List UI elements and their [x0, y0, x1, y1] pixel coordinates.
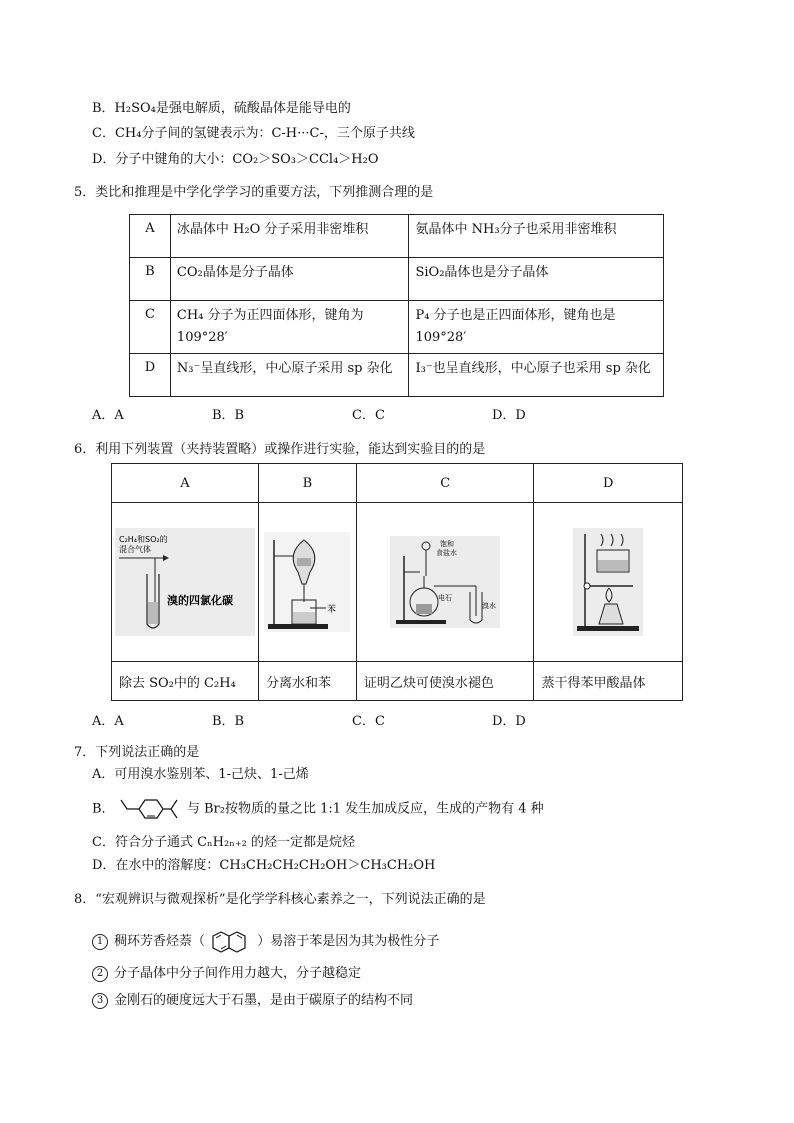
- q5-choices: [92, 407, 612, 425]
- q5-row-label: B: [130, 258, 171, 301]
- q6-caption-c: 证明乙炔可使溴水褪色: [356, 662, 534, 701]
- q6-image-a: [112, 503, 259, 662]
- q4-option-b: B．H₂SO₄是强电解质，硫酸晶体是能导电的: [92, 101, 351, 116]
- q5-row-a: [130, 215, 664, 258]
- q6-stem: 6．利用下列装置（夹持装置略）或操作进行实验，能达到实验目的的是: [74, 442, 486, 457]
- q5-row-b: [130, 258, 664, 301]
- q6-table: [111, 463, 683, 701]
- item-number-3: 3: [92, 993, 108, 1009]
- q7-option-c: C．符合分子通式 CₙH₂ₙ₊₂ 的烃一定都是烷烃: [92, 835, 356, 850]
- q6-caption-a: 除去 SO₂中的 C₂H₄: [112, 662, 259, 701]
- liquid-label: 溴的四氯化碳: [166, 594, 233, 607]
- calcium-carbide-label: 电石: [438, 594, 453, 602]
- q8-item-3-text: 金刚石的硬度远大于石墨，是由于碳原子的结构不同: [114, 993, 414, 1008]
- q5-row-right: P₄ 分子也是正四面体形，键角也是 109°28′: [409, 301, 664, 354]
- q5-row-label: C: [130, 301, 171, 354]
- q5-row-d: [130, 354, 664, 397]
- q7-option-b-text: 与 Br₂按物质的量之比 1:1 发生加成反应，生成的产物有 4 种: [186, 801, 544, 817]
- q5-row-right: I₃⁻也呈直线形，中心原子也采用 sp 杂化: [409, 354, 664, 397]
- q6-choice-a[interactable]: A．A: [92, 714, 124, 729]
- evaporation-apparatus-image: [573, 528, 643, 636]
- q6-image-d: [534, 503, 683, 662]
- q7-stem: 7．下列说法正确的是: [74, 745, 200, 760]
- q6-header-a: A: [112, 464, 259, 503]
- q5-row-label: D: [130, 354, 171, 397]
- q6-image-c: [356, 503, 534, 662]
- acetylene-apparatus-image: [390, 536, 500, 628]
- svg-text:饱和: 饱和: [440, 540, 455, 548]
- bromine-water-label: 溴水: [482, 602, 497, 610]
- q5-row-left: CH₄ 分子为正四面体形，键角为 109°28′: [170, 301, 409, 354]
- q5-choice-c[interactable]: C．C: [352, 408, 385, 423]
- gas-label: C₂H₄和SO₂的: [118, 535, 168, 544]
- q5-choice-a[interactable]: A．A: [92, 408, 124, 423]
- item-number-1: 1: [92, 934, 108, 950]
- q4-option-d: D．分子中键角的大小：CO₂＞SO₃＞CCl₄＞H₂O: [92, 152, 379, 167]
- q5-row-left: N₃⁻呈直线形，中心原子采用 sp 杂化: [170, 354, 409, 397]
- q7-option-b-prefix: B．: [92, 801, 115, 817]
- q5-row-left: 冰晶体中 H₂O 分子采用非密堆积: [170, 215, 409, 258]
- q8-item-2-text: 分子晶体中分子间作用力越大，分子越稳定: [114, 966, 362, 981]
- q5-table: [129, 214, 664, 397]
- q6-image-b: [258, 503, 356, 662]
- q7-option-a: A．可用溴水鉴别苯、1-己炔、1-己烯: [92, 767, 309, 782]
- q5-row-right: SiO₂晶体也是分子晶体: [409, 258, 664, 301]
- q6-header-b: B: [258, 464, 356, 503]
- q5-row-right: 氨晶体中 NH₃分子也采用非密堆积: [409, 215, 664, 258]
- svg-text:混合气体: 混合气体: [118, 545, 151, 554]
- q7-option-d: D．在水中的溶解度：CH₃CH₂CH₂CH₂OH＞CH₃CH₂OH: [92, 858, 436, 873]
- q8-item-1-post: ）易溶于苯是因为其为极性分子: [257, 934, 440, 949]
- q8-item-3: [92, 992, 413, 1010]
- q8-item-2: [92, 965, 361, 983]
- q7-option-b: [92, 798, 544, 822]
- q5-row-left: CO₂晶体是分子晶体: [170, 258, 409, 301]
- separatory-funnel-image: [264, 532, 350, 632]
- q6-caption-b: 分离水和苯: [258, 662, 356, 701]
- q8-item-1: [92, 929, 439, 955]
- q6-caption-d: 蒸干得苯甲酸晶体: [534, 662, 683, 701]
- q6-choice-d[interactable]: D．D: [492, 714, 526, 729]
- q6-header-c: C: [356, 464, 534, 503]
- q8-item-1-pre: 稠环芳香烃萘（: [114, 934, 206, 949]
- q5-stem: 5．类比和推理是中学化学学习的重要方法，下列推测合理的是: [74, 185, 434, 200]
- q5-choice-b[interactable]: B．B: [212, 408, 245, 423]
- q6-choice-c[interactable]: C．C: [352, 714, 385, 729]
- q4-option-c: C．CH₄分子间的氢键表示为：C-H···C-，三个原子共线: [92, 126, 415, 141]
- brine-label: 食盐水: [436, 549, 458, 557]
- naphthalene-icon: [209, 930, 253, 954]
- molecule-structure-icon: [119, 798, 183, 820]
- q6-choices: [92, 713, 612, 731]
- q8-stem: 8．“宏观辨识与微观探析”是化学学科核心素养之一，下列说法正确的是: [74, 892, 486, 907]
- benzene-label: 苯: [327, 605, 337, 615]
- q5-choice-d[interactable]: D．D: [492, 408, 526, 423]
- q5-row-c: [130, 301, 664, 354]
- q5-row-label: A: [130, 215, 171, 258]
- q6-header-d: D: [534, 464, 683, 503]
- q6-choice-b[interactable]: B．B: [212, 714, 245, 729]
- gas-wash-apparatus-image: [115, 528, 255, 636]
- item-number-2: 2: [92, 966, 108, 982]
